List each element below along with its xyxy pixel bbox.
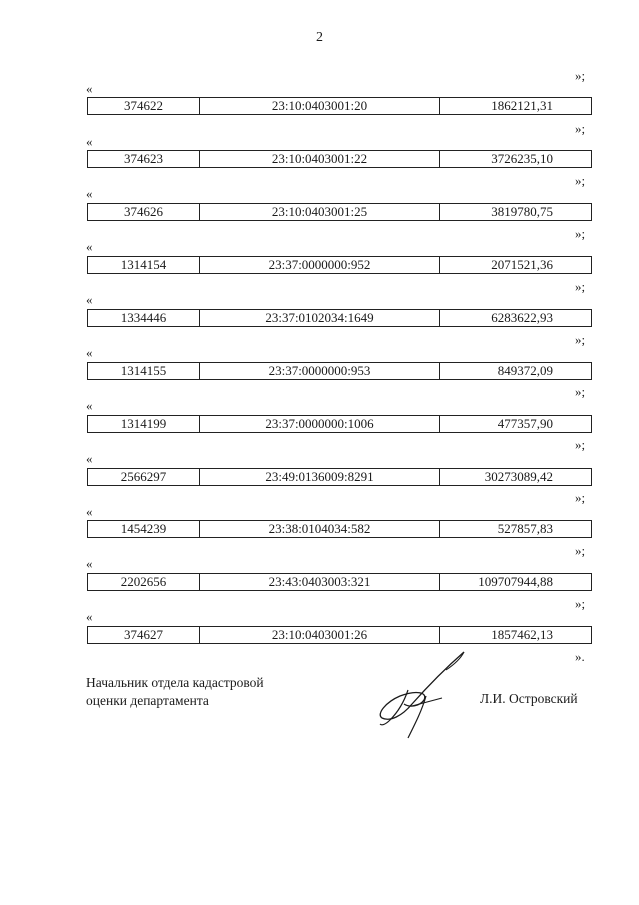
closing-quote: »; (575, 173, 586, 188)
closing-quote: »; (575, 332, 586, 347)
table-row (87, 520, 592, 538)
cadastral-value: 527857,83 (497, 521, 553, 536)
signatory-position (86, 674, 264, 710)
closing-quote: »; (575, 596, 586, 611)
cadastral-value: 30273089,42 (484, 469, 553, 484)
table-row (87, 203, 592, 221)
cadastral-number: 23:49:0136009:8291 (200, 469, 440, 485)
cadastral-value: 3726235,10 (491, 151, 553, 166)
opening-quote: « (86, 556, 93, 571)
table-row (87, 150, 592, 168)
object-id: 1314199 (88, 416, 200, 432)
cadastral-value: 2071521,36 (491, 257, 553, 272)
opening-quote: « (86, 239, 93, 254)
cadastral-value: 6283622,93 (491, 310, 553, 325)
handwritten-signature (368, 646, 478, 746)
closing-quote-final: ». (575, 649, 585, 664)
cadastral-number: 23:37:0000000:1006 (200, 416, 440, 432)
signer-name: Л.И. Островский (480, 691, 578, 706)
object-id: 2202656 (88, 574, 200, 590)
table-row (87, 626, 592, 644)
object-id: 2566297 (88, 469, 200, 485)
position-line-1: Начальник отдела кадастровой (86, 675, 264, 690)
closing-quote: »; (575, 490, 586, 505)
cadastral-value: 1857462,13 (491, 627, 553, 642)
cadastral-number: 23:43:0403003:321 (200, 574, 440, 590)
opening-quote: « (86, 186, 93, 201)
opening-quote: « (86, 134, 93, 149)
table-row (87, 256, 592, 274)
cadastral-value: 477357,90 (497, 416, 553, 431)
closing-quote: »; (575, 437, 586, 452)
position-line-2: оценки департамента (86, 693, 209, 708)
closing-quote: »; (575, 543, 586, 558)
object-id: 1454239 (88, 521, 200, 537)
opening-quote: « (86, 609, 93, 624)
cadastral-number: 23:37:0102034:1649 (200, 310, 440, 326)
cadastral-number: 23:38:0104034:582 (200, 521, 440, 537)
cadastral-number: 23:10:0403001:25 (200, 204, 440, 220)
cadastral-number: 23:37:0000000:953 (200, 363, 440, 379)
object-id: 1334446 (88, 310, 200, 326)
table-row (87, 468, 592, 486)
cadastral-number: 23:10:0403001:26 (200, 627, 440, 643)
cadastral-value: 849372,09 (497, 363, 553, 378)
opening-quote: « (86, 398, 93, 413)
opening-quote: « (86, 292, 93, 307)
opening-quote: « (86, 345, 93, 360)
page-number: 2 (316, 30, 323, 45)
object-id: 374622 (88, 98, 200, 114)
object-id: 374623 (88, 151, 200, 167)
closing-quote: »; (575, 226, 586, 241)
opening-quote: « (86, 451, 93, 466)
cadastral-number: 23:37:0000000:952 (200, 257, 440, 273)
cadastral-value: 1862121,31 (491, 98, 553, 113)
object-id: 1314155 (88, 363, 200, 379)
opening-quote: « (86, 81, 93, 96)
closing-quote: »; (575, 384, 586, 399)
object-id: 374626 (88, 204, 200, 220)
closing-quote: »; (575, 68, 586, 83)
table-row (87, 573, 592, 591)
closing-quote: »; (575, 121, 586, 136)
table-row (87, 415, 592, 433)
object-id: 374627 (88, 627, 200, 643)
cadastral-value: 3819780,75 (491, 204, 553, 219)
table-row (87, 309, 592, 327)
closing-quote: »; (575, 279, 586, 294)
table-row (87, 362, 592, 380)
opening-quote: « (86, 504, 93, 519)
cadastral-number: 23:10:0403001:20 (200, 98, 440, 114)
cadastral-number: 23:10:0403001:22 (200, 151, 440, 167)
object-id: 1314154 (88, 257, 200, 273)
table-row (87, 97, 592, 115)
cadastral-value: 109707944,88 (478, 574, 553, 589)
